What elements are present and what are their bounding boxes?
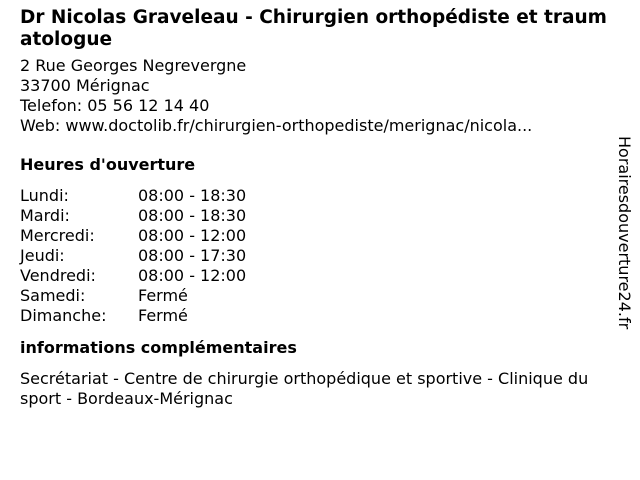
additional-info-text: Secrétariat - Centre de chirurgie orthopédique et sportive - Clinique du sport - Bordeaux-Mérignac [20,369,589,408]
hours-row-monday [20,186,610,206]
hours-row-thursday [20,246,610,266]
time-value: 08:00 - 12:00 [138,226,247,245]
hours-row-tuesday [20,206,610,226]
page-title: Dr Nicolas Graveleau - Chirurgien orthopédiste et traumatologue [20,7,607,50]
opening-hours-heading: Heures d'ouverture [20,155,196,174]
day-label: Jeudi: [20,246,65,265]
city-postcode: 33700 Mérignac [20,76,150,95]
street-address: 2 Rue Georges Negrevergne [20,56,247,75]
day-label: Mardi: [20,206,70,225]
website-link[interactable]: Web: www.doctolib.fr/chirurgien-orthopediste/merignac/nicola... [20,116,533,135]
time-value: 08:00 - 17:30 [138,246,247,265]
day-label: Samedi: [20,286,86,305]
address-block [20,56,610,136]
additional-info-heading: informations complémentaires [20,338,297,357]
hours-row-saturday [20,286,610,306]
time-value: Fermé [138,286,188,305]
opening-hours-table [20,186,610,326]
hours-row-friday [20,266,610,286]
day-label: Lundi: [20,186,69,205]
time-value: Fermé [138,306,188,325]
day-label: Dimanche: [20,306,107,325]
day-label: Vendredi: [20,266,96,285]
phone-number: Telefon: 05 56 12 14 40 [20,96,210,115]
hours-row-wednesday [20,226,610,246]
business-card [20,7,610,409]
time-value: 08:00 - 18:30 [138,186,247,205]
time-value: 08:00 - 18:30 [138,206,247,225]
site-watermark[interactable]: Horairesdouverture24.fr [615,136,634,330]
day-label: Mercredi: [20,226,95,245]
hours-row-sunday [20,306,610,326]
time-value: 08:00 - 12:00 [138,266,247,285]
